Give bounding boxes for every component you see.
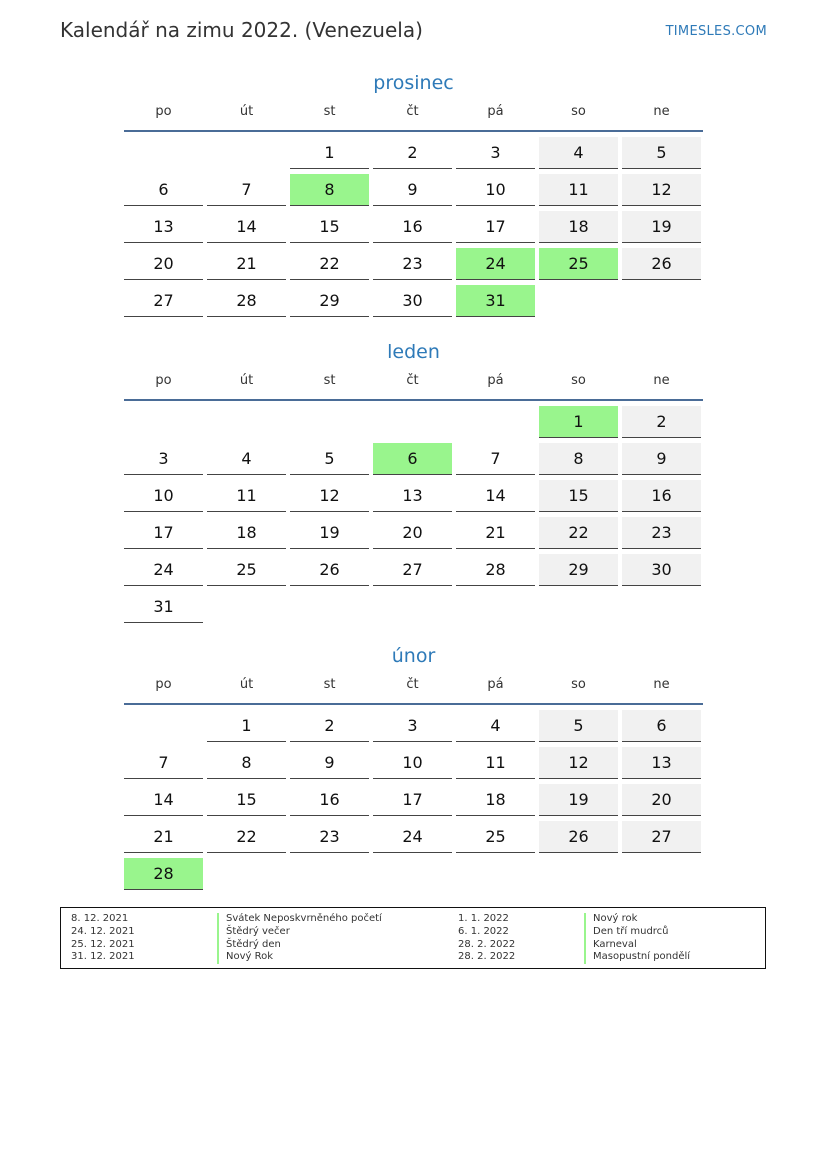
day-cell: 20: [124, 248, 203, 280]
day-cell: 30: [622, 554, 701, 586]
day-cell: 25: [456, 821, 535, 853]
day-cell: 13: [124, 211, 203, 243]
day-cell: 15: [539, 480, 618, 512]
day-cell: 10: [124, 480, 203, 512]
day-cell: 13: [373, 480, 452, 512]
weekday-label: út: [239, 104, 254, 119]
day-cell: 3: [124, 443, 203, 475]
legend-date: 28. 2. 2022: [458, 951, 516, 963]
day-cell: 28: [207, 285, 286, 317]
day-cell: 10: [373, 747, 452, 779]
legend-holiday-name: Masopustní pondělí: [584, 951, 690, 964]
weekday-label: ne: [653, 373, 670, 388]
weekday-label: so: [571, 677, 586, 692]
legend-holiday-name: Štědrý den: [217, 939, 382, 952]
day-cell: 1: [290, 137, 369, 169]
weekday-header: [124, 677, 703, 705]
legend-date: 6. 1. 2022: [458, 925, 509, 937]
day-cell: 12: [290, 480, 369, 512]
holiday-day-cell: 25: [539, 248, 618, 280]
weekday-label: po: [155, 677, 172, 692]
day-cell: 14: [207, 211, 286, 243]
day-cell: 5: [622, 137, 701, 169]
day-cell: 18: [456, 784, 535, 816]
legend-holiday-name: Nový Rok: [217, 951, 382, 964]
day-cell: 19: [622, 211, 701, 243]
weekday-label: st: [323, 104, 336, 119]
holiday-day-cell: 28: [124, 858, 203, 890]
weekday-header: [124, 104, 703, 132]
legend-date: 8. 12. 2021: [71, 913, 129, 924]
day-cell: 10: [456, 174, 535, 206]
day-cell: 12: [622, 174, 701, 206]
day-cell: 6: [124, 174, 203, 206]
day-cell: 16: [622, 480, 701, 512]
weekday-label: pá: [487, 104, 504, 119]
weekday-label: út: [239, 677, 254, 692]
day-cell: 7: [456, 443, 535, 475]
day-cell: 29: [290, 285, 369, 317]
month-december: [124, 69, 703, 317]
empty-cell: [124, 406, 203, 437]
day-cell: 8: [539, 443, 618, 475]
day-cell: 15: [290, 211, 369, 243]
weekday-label: ne: [653, 677, 670, 692]
day-cell: 25: [207, 554, 286, 586]
day-cell: 28: [456, 554, 535, 586]
legend-date: 24. 12. 2021: [71, 925, 135, 937]
month-february: [124, 642, 703, 890]
weekday-label: so: [571, 104, 586, 119]
empty-cell: [373, 406, 452, 437]
weekday-label: ne: [653, 104, 670, 119]
day-cell: 3: [456, 137, 535, 169]
holiday-day-cell: 1: [539, 406, 618, 438]
day-cell: 23: [622, 517, 701, 549]
month-january: [124, 338, 703, 623]
day-cell: 17: [124, 517, 203, 549]
day-cell: 20: [373, 517, 452, 549]
day-cell: 21: [207, 248, 286, 280]
day-cell: 6: [622, 710, 701, 742]
day-cell: 16: [290, 784, 369, 816]
day-cell: 4: [539, 137, 618, 169]
day-cell: 11: [456, 747, 535, 779]
holiday-day-cell: 24: [456, 248, 535, 280]
day-grid: [124, 710, 703, 890]
legend-dates-right: [458, 913, 515, 964]
day-cell: 22: [539, 517, 618, 549]
empty-cell: [456, 406, 535, 437]
day-cell: 24: [373, 821, 452, 853]
day-cell: 13: [622, 747, 701, 779]
page-title: Kalendář na zimu 2022. (Venezuela): [60, 18, 423, 42]
empty-cell: [207, 406, 286, 437]
day-cell: 24: [124, 554, 203, 586]
month-title: prosinec: [373, 72, 454, 94]
weekday-label: st: [323, 373, 336, 388]
day-cell: 17: [373, 784, 452, 816]
legend-holiday-name: Nový rok: [584, 913, 690, 926]
day-cell: 9: [622, 443, 701, 475]
day-cell: 26: [539, 821, 618, 853]
day-cell: 21: [456, 517, 535, 549]
legend-names-left: [217, 913, 382, 964]
day-cell: 4: [456, 710, 535, 742]
day-cell: 14: [124, 784, 203, 816]
day-cell: 17: [456, 211, 535, 243]
weekday-label: út: [239, 373, 254, 388]
day-grid: [124, 406, 703, 623]
month-title: únor: [391, 645, 436, 667]
day-cell: 3: [373, 710, 452, 742]
day-cell: 2: [373, 137, 452, 169]
day-cell: 27: [124, 285, 203, 317]
day-cell: 8: [207, 747, 286, 779]
weekday-label: st: [323, 677, 336, 692]
empty-cell: [207, 137, 286, 168]
day-cell: 29: [539, 554, 618, 586]
weekday-label: čt: [406, 373, 419, 388]
day-cell: 27: [622, 821, 701, 853]
legend-date: 31. 12. 2021: [71, 951, 135, 963]
day-cell: 22: [207, 821, 286, 853]
month-title: leden: [387, 341, 440, 363]
day-cell: 22: [290, 248, 369, 280]
holiday-day-cell: 8: [290, 174, 369, 206]
day-cell: 23: [290, 821, 369, 853]
day-cell: 12: [539, 747, 618, 779]
empty-cell: [124, 137, 203, 168]
day-cell: 5: [539, 710, 618, 742]
day-cell: 18: [207, 517, 286, 549]
day-cell: 11: [539, 174, 618, 206]
legend-holiday-name: Štědrý večer: [217, 926, 382, 939]
legend-date: 25. 12. 2021: [71, 938, 135, 950]
legend-holiday-name: Karneval: [584, 939, 690, 952]
day-cell: 21: [124, 821, 203, 853]
weekday-label: po: [155, 373, 172, 388]
holiday-legend: [60, 907, 766, 969]
day-cell: 4: [207, 443, 286, 475]
day-cell: 31: [124, 591, 203, 623]
weekday-label: so: [571, 373, 586, 388]
weekday-label: po: [155, 104, 172, 119]
site-link[interactable]: TIMESLES.COM: [665, 24, 767, 39]
day-cell: 27: [373, 554, 452, 586]
day-cell: 15: [207, 784, 286, 816]
legend-names-right: [584, 913, 690, 964]
day-cell: 2: [290, 710, 369, 742]
weekday-header: [124, 373, 703, 401]
holiday-day-cell: 31: [456, 285, 535, 317]
weekday-label: čt: [406, 104, 419, 119]
day-cell: 26: [622, 248, 701, 280]
day-cell: 7: [124, 747, 203, 779]
day-cell: 11: [207, 480, 286, 512]
legend-date: 1. 1. 2022: [458, 913, 509, 924]
day-grid: [124, 137, 703, 317]
day-cell: 19: [539, 784, 618, 816]
day-cell: 5: [290, 443, 369, 475]
day-cell: 26: [290, 554, 369, 586]
day-cell: 9: [373, 174, 452, 206]
day-cell: 20: [622, 784, 701, 816]
empty-cell: [124, 710, 203, 741]
weekday-label: pá: [487, 373, 504, 388]
empty-cell: [290, 406, 369, 437]
weekday-label: pá: [487, 677, 504, 692]
day-cell: 14: [456, 480, 535, 512]
day-cell: 16: [373, 211, 452, 243]
day-cell: 19: [290, 517, 369, 549]
legend-holiday-name: Svátek Neposkvrněného početí: [217, 913, 382, 926]
day-cell: 30: [373, 285, 452, 317]
legend-date: 28. 2. 2022: [458, 938, 516, 950]
weekday-label: čt: [406, 677, 419, 692]
day-cell: 1: [207, 710, 286, 742]
legend-dates-left: [71, 913, 135, 964]
legend-holiday-name: Den tří mudrců: [584, 926, 690, 939]
day-cell: 23: [373, 248, 452, 280]
day-cell: 18: [539, 211, 618, 243]
holiday-day-cell: 6: [373, 443, 452, 475]
day-cell: 7: [207, 174, 286, 206]
day-cell: 9: [290, 747, 369, 779]
day-cell: 2: [622, 406, 701, 438]
